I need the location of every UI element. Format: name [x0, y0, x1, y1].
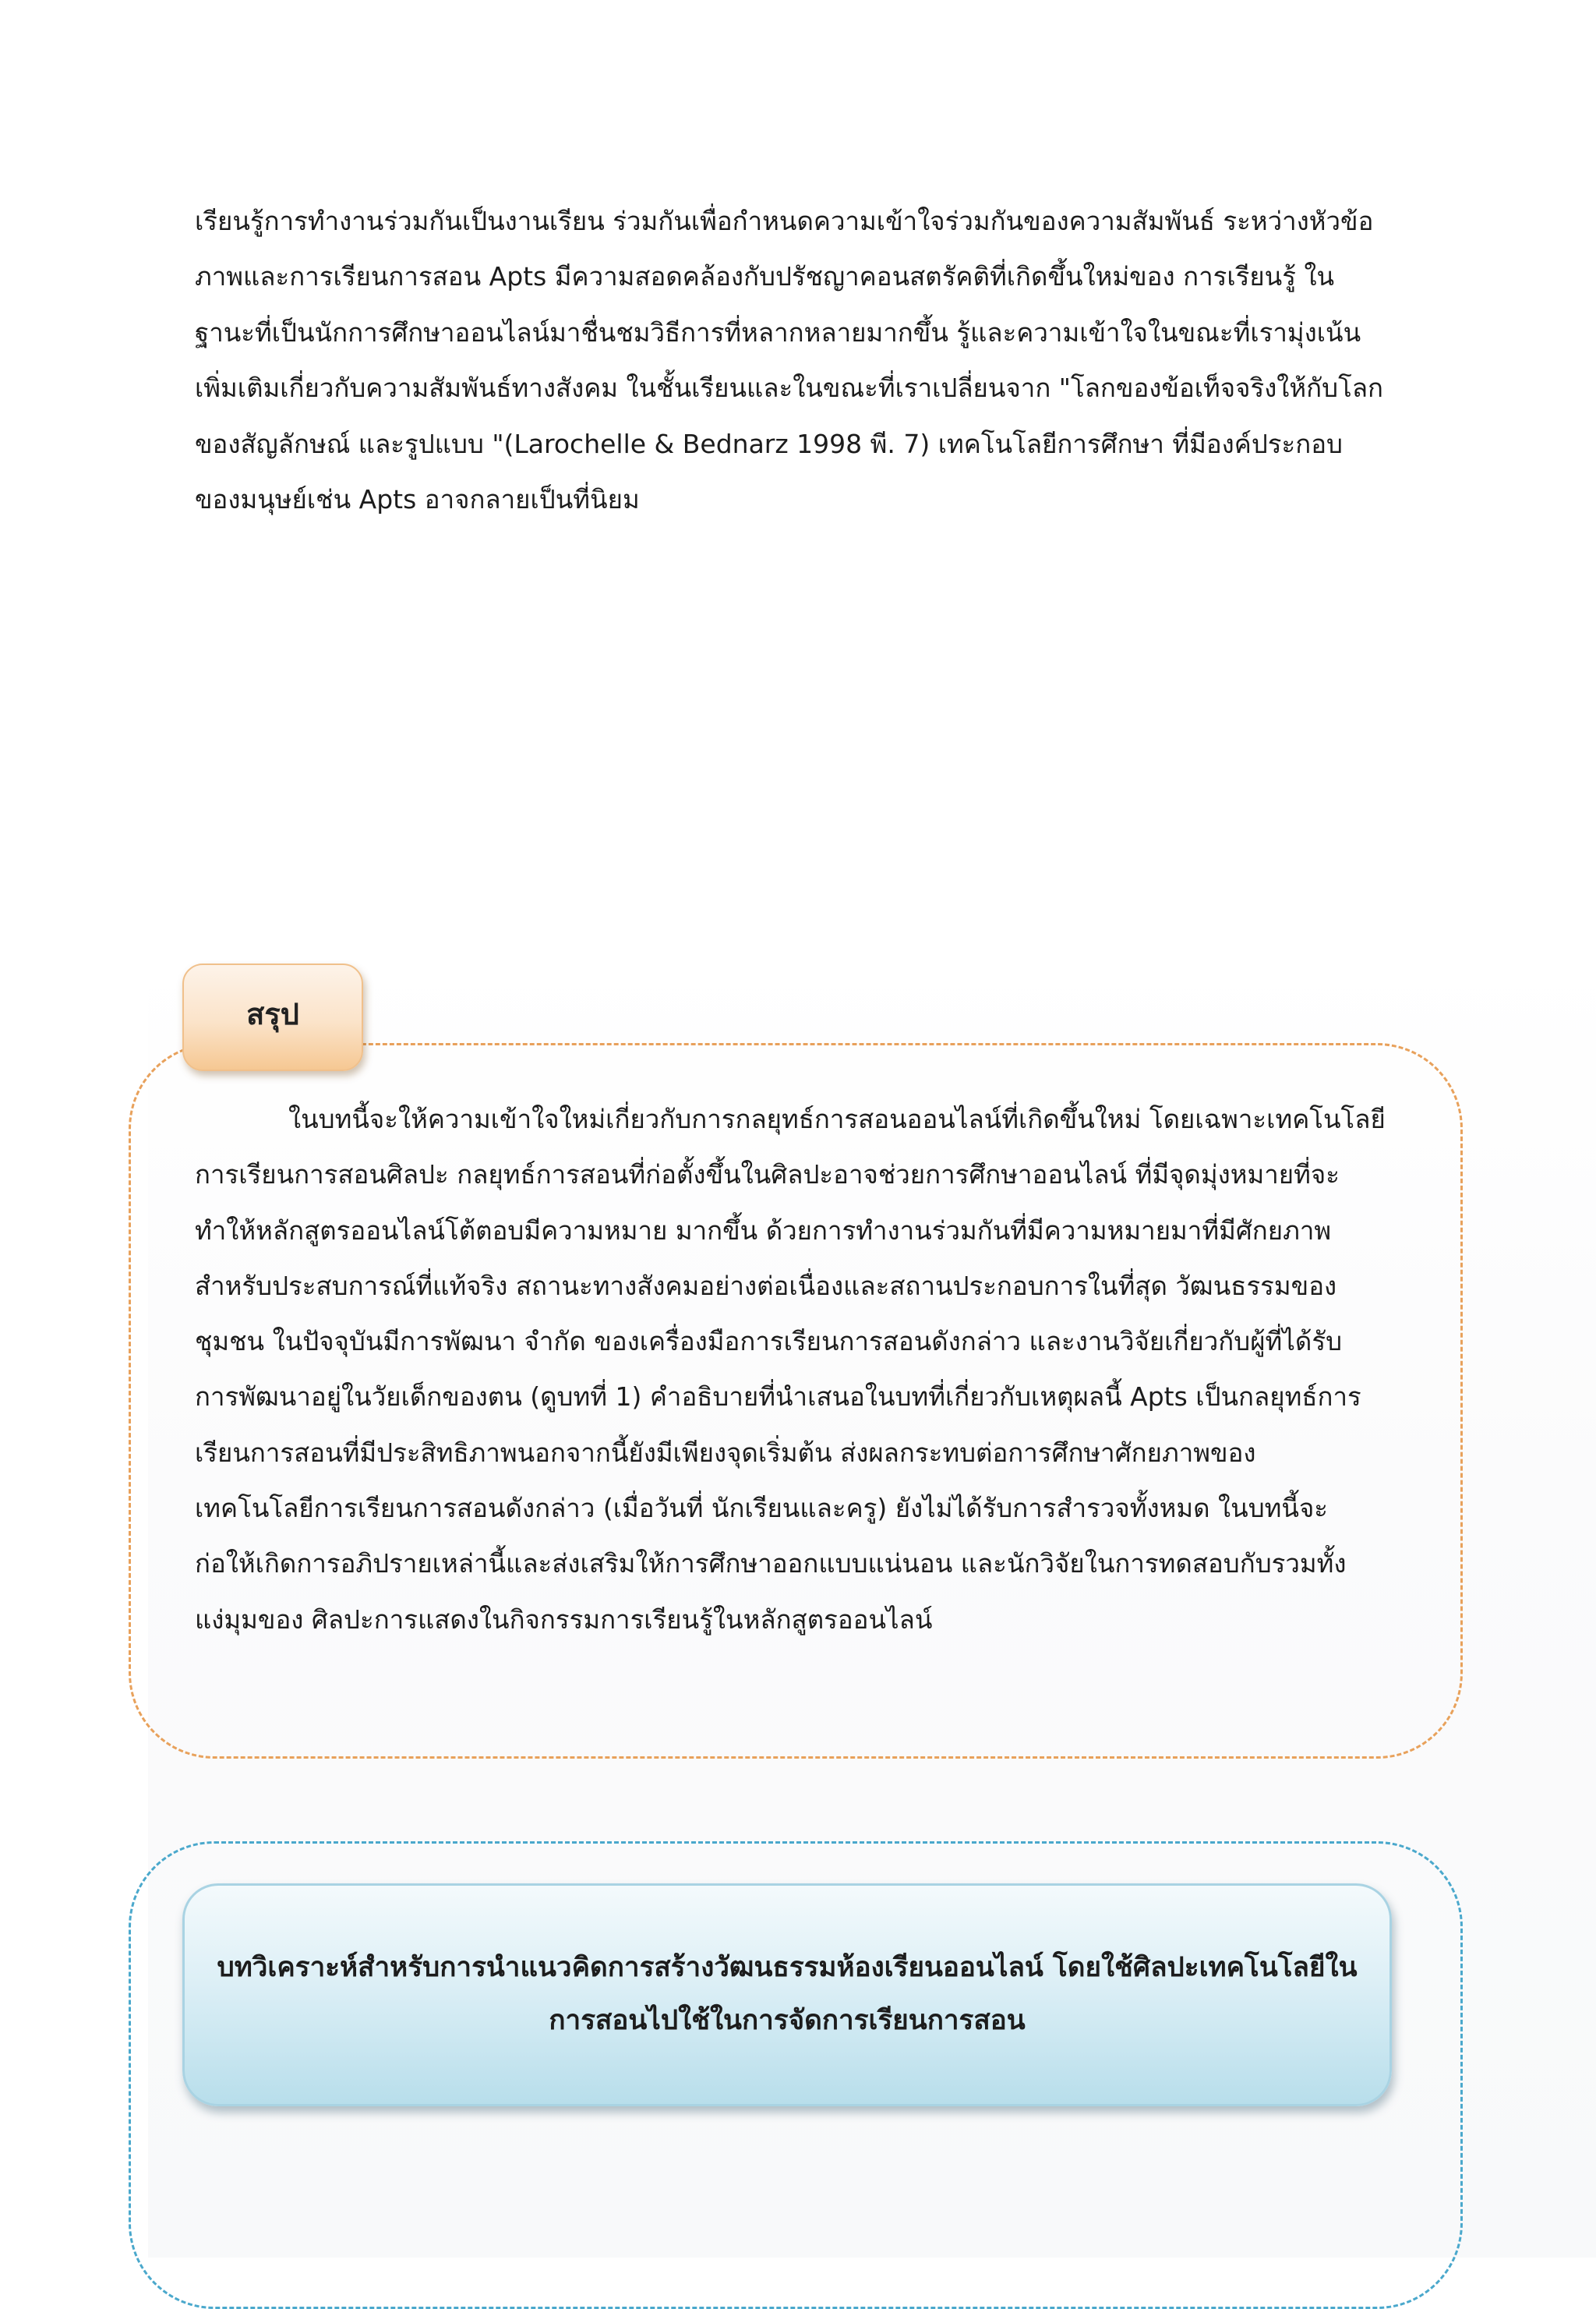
summary-line: การเรียนการสอนศิลปะ กลยุทธ์การสอนที่ก่อตั้งขึ้นในศิลปะอาจช่วยการศึกษาออนไลน์ ที่มีจุดมุ่งหมายที่จะ — [195, 1159, 1340, 1190]
intro-line: ของสัญลักษณ์ และรูปแบบ "(Larochelle & Bednarz 1998 พี. 7) เทคโนโลยีการศึกษา ที่มีองค์ประกอบ — [195, 428, 1343, 459]
intro-line: เรียนรู้การทำงานร่วมกันเป็นงานเรียน ร่วมกันเพื่อกำหนดความเข้าใจร่วมกันของความสัมพันธ์ ระหว่างหัวข้อ — [195, 206, 1374, 236]
intro-paragraph — [195, 193, 1403, 527]
intro-line: ภาพและการเรียนการสอน Apts มีความสอดคล้องกับปรัชญาคอนสตรัคติที่เกิดขึ้นใหม่ของ การเรียนรู้ ใน — [195, 261, 1335, 292]
analysis-title — [203, 1941, 1372, 2047]
summary-line: แง่มุมของ ศิลปะการแสดงในกิจกรรมการเรียนรู้ในหลักสูตรออนไลน์ — [195, 1604, 933, 1635]
summary-line: ในบทนี้จะให้ความเข้าใจใหม่เกี่ยวกับการกลยุทธ์การสอนออนไลน์ที่เกิดขึ้นใหม่ โดยเฉพาะเทคโนโลยี — [288, 1104, 1386, 1134]
analysis-title-line: การสอนไปใช้ในการจัดการเรียนการสอน — [549, 2005, 1026, 2036]
summary-line: ทำให้หลักสูตรออนไลน์โต้ตอบมีความหมาย มากขึ้น ด้วยการทำงานร่วมกันที่มีความหมายมาที่มีศักยภาพ — [195, 1215, 1332, 1246]
summary-paragraph — [195, 1091, 1403, 1647]
summary-line: ชุมชน ในปัจจุบันมีการพัฒนา จำกัด ของเครื่องมือการเรียนการสอนดังกล่าว และงานวิจัยเกี่ยวกับผู้ที่ได้รับ — [195, 1326, 1343, 1357]
intro-line: เพิ่มเติมเกี่ยวกับความสัมพันธ์ทางสังคม ในชั้นเรียนและในขณะที่เราเปลี่ยนจาก "โลกของข้อเท็จจริงให้กับโลก — [195, 373, 1384, 404]
summary-line: ก่อให้เกิดการอภิปรายเหล่านี้และส่งเสริมให้การศึกษาออกแบบแน่นอน และนักวิจัยในการทดสอบกับรวมทั้ง — [195, 1548, 1347, 1579]
analysis-title-line: บทวิเคราะห์สำหรับการนำแนวคิดการสร้างวัฒนธรรมห้องเรียนออนไลน์ โดยใช้ศิลปะเทคโนโลยีใน — [217, 1952, 1358, 1983]
intro-line: ของมนุษย์เช่น Apts อาจกลายเป็นที่นิยม — [195, 484, 640, 515]
intro-line: ฐานะที่เป็นนักการศึกษาออนไลน์มาชื่นชมวิธีการที่หลากหลายมากขึ้น รู้และความเข้าใจในขณะที่เรามุ่งเน้น — [195, 316, 1361, 348]
summary-tab — [182, 964, 363, 1071]
summary-tab-label: สรุป — [246, 996, 299, 1031]
summary-line: เทคโนโลยีการเรียนการสอนดังกล่าว (เมื่อวันที่ นักเรียนและครู) ยังไม่ได้รับการสำรวจทั้งหมด ในบทนี้จะ — [195, 1493, 1329, 1524]
summary-line: สำหรับประสบการณ์ที่แท้จริง สถานะทางสังคมอย่างต่อเนื่องและสถานประกอบการในที่สุด วัฒนธรรมของ — [195, 1270, 1337, 1301]
summary-line: เรียนการสอนที่มีประสิทธิภาพนอกจากนี้ยังมีเพียงจุดเริ่มต้น ส่งผลกระทบต่อการศึกษาศักยภาพของ — [195, 1437, 1256, 1468]
summary-line: การพัฒนาอยู่ในวัยเด็กของตน (ดูบทที่ 1) คำอธิบายที่นำเสนอในบทที่เกี่ยวกับเหตุผลนี้ Apts เป็นกลยุทธ์การ — [195, 1381, 1361, 1413]
